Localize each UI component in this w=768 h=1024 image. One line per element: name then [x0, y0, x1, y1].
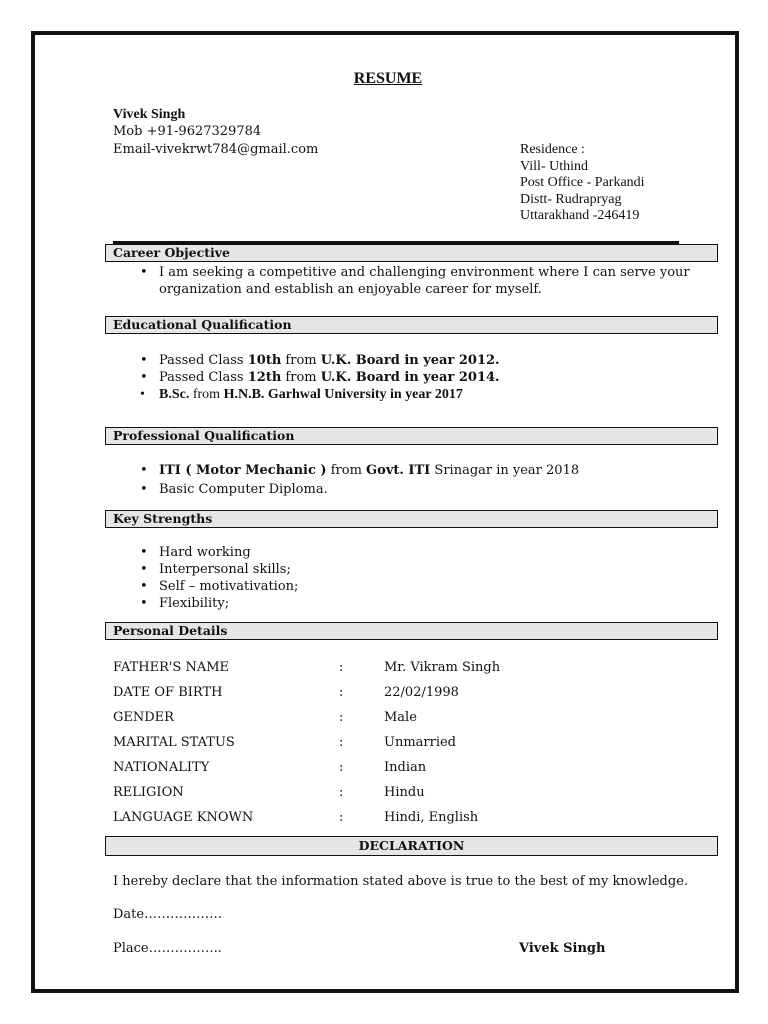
residence-label: Residence :: [520, 142, 585, 157]
list-item: • Basic Computer Diploma.: [135, 480, 695, 499]
personal-label: MARITAL STATUS: [113, 735, 235, 750]
section-heading-education: Educational Qualification: [105, 316, 718, 334]
career-objective-list: [135, 264, 725, 298]
professional-list: [135, 461, 695, 499]
list-item: • Self – motivativation;: [135, 578, 695, 595]
personal-value: Indian: [384, 760, 427, 775]
date-line: Date………………: [113, 907, 223, 922]
career-objective-line-1: I am seeking a competitive and challenging environment where I can serve your: [159, 265, 690, 280]
list-item: • Passed Class 12th from U.K. Board in year 2014.: [135, 369, 695, 386]
personal-separator: :: [339, 785, 344, 800]
section-heading-personal-details: Personal Details: [105, 622, 718, 640]
personal-separator: :: [339, 685, 344, 700]
residence-district: Distt- Rudrapryag: [520, 191, 622, 207]
personal-value: Male: [384, 710, 417, 725]
list-item: • Hard working: [135, 544, 695, 561]
residence-state: Uttarakhand -246419: [520, 208, 640, 223]
list-item: • Interpersonal skills;: [135, 561, 695, 578]
personal-value: Hindi, English: [384, 810, 479, 825]
list-item: • Passed Class 10th from U.K. Board in year 2012.: [135, 352, 695, 369]
personal-separator: :: [339, 810, 344, 825]
page-title: RESUME: [353, 70, 423, 87]
personal-separator: :: [339, 710, 344, 725]
personal-value: 22/02/1998: [384, 685, 459, 700]
declaration-text: I hereby declare that the information stated above is true to the best of my knowledge.: [113, 874, 689, 889]
personal-separator: :: [339, 735, 344, 750]
list-item: [135, 264, 725, 298]
personal-separator: :: [339, 660, 344, 675]
residence-block: [520, 142, 645, 225]
signature-name: Vivek Singh: [519, 941, 606, 956]
career-objective-line-2: organization and establish an enjoyable career for myself.: [159, 282, 542, 297]
strengths-list: [135, 544, 695, 612]
education-list: [135, 352, 695, 403]
list-item: • ITI ( Motor Mechanic ) from Govt. ITI Srinagar in year 2018: [135, 461, 695, 480]
section-heading-professional: Professional Qualification: [105, 427, 718, 445]
personal-separator: :: [339, 760, 344, 775]
personal-label: FATHER'S NAME: [113, 660, 230, 675]
personal-label: GENDER: [113, 710, 174, 725]
section-heading-career-objective: Career Objective: [105, 244, 718, 262]
personal-label: NATIONALITY: [113, 760, 210, 775]
candidate-name: Vivek Singh: [113, 107, 186, 122]
residence-village: Vill- Uthind: [520, 158, 588, 174]
personal-value: Hindu: [384, 785, 425, 800]
residence-post-office: Post Office - Parkandi: [520, 175, 645, 190]
section-heading-declaration: DECLARATION: [105, 836, 718, 856]
mobile-number: Mob +91-9627329784: [113, 124, 262, 139]
email-address: Email-vivekrwt784@gmail.com: [113, 142, 319, 157]
personal-value: Unmarried: [384, 735, 457, 750]
place-line: Place……………..: [113, 941, 222, 956]
personal-label: RELIGION: [113, 785, 184, 800]
list-item: • Flexibility;: [135, 595, 695, 612]
section-heading-key-strengths: Key Strengths: [105, 510, 718, 528]
personal-label: DATE OF BIRTH: [113, 685, 223, 700]
personal-value: Mr. Vikram Singh: [384, 660, 501, 675]
list-item: • B.Sc. from H.N.B. Garhwal University in year 2017: [135, 386, 695, 403]
personal-label: LANGUAGE KNOWN: [113, 810, 254, 825]
